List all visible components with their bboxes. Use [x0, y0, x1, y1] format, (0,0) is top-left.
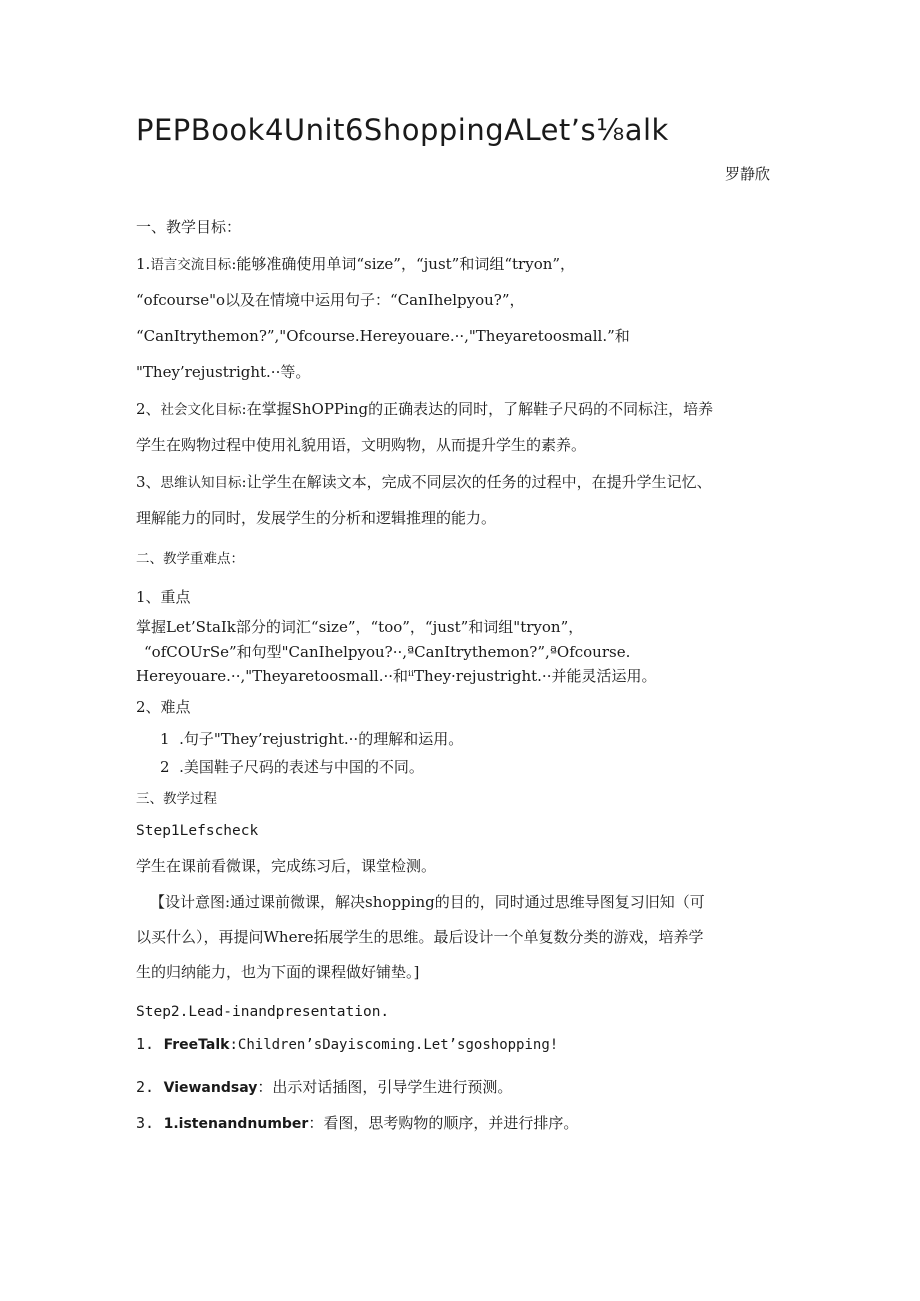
goal-text: :让学生在解读文本，完成不同层次的任务的过程中，在提升学生记忆、	[241, 473, 712, 491]
goal-1-line-2: “ofcourse"o以及在情境中运用句子：“CanIhelpyou?”，	[136, 291, 525, 309]
step-2-item-3	[136, 1113, 578, 1134]
goal-1-line-1	[136, 254, 575, 275]
section-heading-objectives: 一、教学目标：	[136, 218, 242, 236]
step-1-text: 学生在课前看微课，完成练习后，课堂检测。	[136, 857, 437, 875]
goal-label: 思维认知目标	[160, 475, 242, 491]
item-number: 2	[160, 758, 170, 776]
key-point-line-1: 掌握Let’StaIk部分的词汇“size”，“too”，“just”和词组"tryon”，	[136, 618, 584, 636]
item-text: ：出示对话插图，引导学生进行预测。	[257, 1078, 513, 1096]
goal-1-line-4: "They’rejustright.··等。	[136, 363, 311, 381]
goal-number: 2、	[136, 400, 161, 418]
key-point-line-2: “ofCOUrSe”和句型"CanIhelpyou?··,ªCanItrythemon?”,ªOfcourse.	[144, 643, 631, 661]
goal-label: 语言交流目标	[150, 257, 232, 273]
step-2-item-1	[136, 1034, 558, 1055]
key-point-title: 1、重点	[136, 588, 191, 606]
item-label: Viewandsay	[163, 1080, 258, 1096]
goal-3-line-1	[136, 472, 712, 493]
design-intent-line-1: 【设计意图:通过课前微课，解决shopping的目的，同时通过思维导图复习旧知（可	[150, 893, 705, 911]
goal-label: 社会文化目标	[160, 402, 242, 418]
item-number: 3.	[136, 1114, 155, 1132]
goal-3-line-2: 理解能力的同时，发展学生的分析和逻辑推理的能力。	[136, 509, 497, 527]
goal-1-line-3: “CanItrythemon?”,"Ofcourse.Hereyouare.··,"Theyaretoosmall.”和	[136, 327, 630, 345]
difficulty-title: 2、难点	[136, 698, 191, 716]
design-intent-line-2: 以买什么），再提问Where拓展学生的思维。最后设计一个单复数分类的游戏，培养学	[136, 928, 704, 946]
author-name: 罗静欣	[724, 165, 770, 183]
goal-number: 1.	[136, 255, 151, 273]
goal-text: :在掌握ShOPPing的正确表达的同时，了解鞋子尺码的不同标注，培养	[241, 400, 714, 418]
step-1-title: Step1Lefscheck	[136, 823, 259, 839]
difficulty-item-1	[160, 729, 463, 749]
goal-number: 3、	[136, 473, 161, 491]
item-number: 2.	[136, 1078, 155, 1096]
document-title: PEPBook4Unit6ShoppingALet’s⅛alk	[136, 113, 669, 147]
section-heading-key-points: 二、教学重难点：	[136, 551, 244, 567]
item-text: :Children’sDayiscoming.Let’sgoshopping!	[229, 1037, 559, 1053]
key-point-line-3: Hereyouare.··,"Theyaretoosmall.··和ⁱⁱThey·rejustright.··并能灵活运用。	[136, 667, 657, 685]
item-label: 1.istenandnumber	[163, 1116, 309, 1132]
difficulty-item-2	[160, 757, 424, 777]
goal-text: :能够准确使用单词“size”，“just”和词组“tryon”，	[231, 255, 576, 273]
item-text: ：看图，思考购物的顺序，并进行排序。	[308, 1114, 579, 1132]
item-text: .句子"They’rejustright.··的理解和运用。	[179, 730, 464, 748]
item-label: FreeTalk	[163, 1037, 230, 1053]
step-2-item-2	[136, 1077, 512, 1098]
item-number: 1	[160, 730, 170, 748]
item-number: 1.	[136, 1035, 155, 1053]
step-2-title: Step2.Lead-inandpresentation.	[136, 1004, 390, 1020]
goal-2-line-2: 学生在购物过程中使用礼貌用语，文明购物，从而提升学生的素养。	[136, 436, 587, 454]
goal-2-line-1	[136, 399, 713, 420]
section-heading-process: 三、教学过程	[136, 791, 217, 807]
design-intent-line-3: 生的归纳能力，也为下面的课程做好铺垫。]	[136, 963, 420, 981]
item-text: .美国鞋子尺码的表述与中国的不同。	[179, 758, 424, 776]
